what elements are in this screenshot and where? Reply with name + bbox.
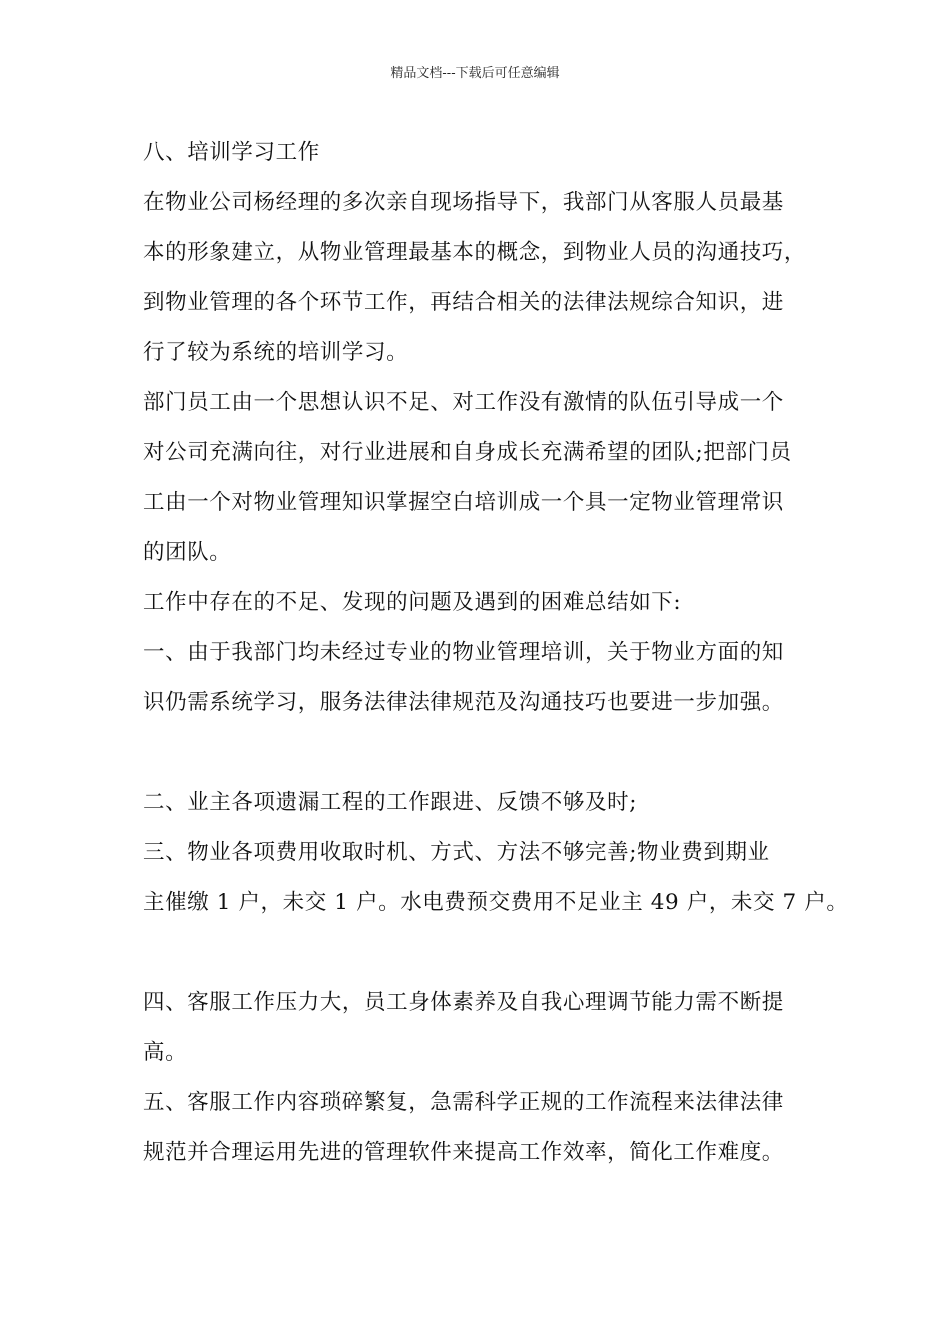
list-item-5-cont: 规范并合理运用先进的管理软件来提高工作效率，简化工作难度。 (143, 1140, 784, 1165)
blank-line (143, 928, 833, 978)
paragraph-line: 在物业公司杨经理的多次亲自现场指导下，我部门从客服人员最基 (143, 190, 784, 215)
page-header: 精品文档---下载后可任意编辑 (390, 66, 560, 81)
list-item-4-cont: 高。 (143, 1040, 188, 1065)
paragraph-line: 工作中存在的不足、发现的问题及遇到的困难总结如下: (143, 590, 682, 615)
document-body (143, 128, 849, 1178)
list-item-2: 二、业主各项遗漏工程的工作跟进、反馈不够及时; (143, 790, 638, 815)
paragraph-line: 本的形象建立，从物业管理最基本的概念，到物业人员的沟通技巧， (143, 240, 807, 265)
blank-line (143, 728, 833, 778)
paragraph-line: 对公司充满向往，对行业进展和自身成长充满希望的团队;把部门员 (143, 440, 792, 465)
list-item-1: 一、由于我部门均未经过专业的物业管理培训，关于物业方面的知 (143, 640, 784, 665)
paragraph-line: 行了较为系统的培训学习。 (143, 340, 409, 365)
list-item-3: 三、物业各项费用收取时机、方式、方法不够完善;物业费到期业 (143, 840, 770, 865)
paragraph-line: 到物业管理的各个环节工作，再结合相关的法律法规综合知识，进 (143, 290, 784, 315)
list-item-1-cont: 识仍需系统学习，服务法律法律规范及沟通技巧也要进一步加强。 (143, 690, 784, 715)
paragraph-line: 部门员工由一个思想认识不足、对工作没有激情的队伍引导成一个 (143, 390, 784, 415)
paragraph-line: 工由一个对物业管理知识掌握空白培训成一个具一定物业管理常识 (143, 490, 784, 515)
section-heading: 八、培训学习工作 (143, 140, 320, 165)
list-item-3-cont: 主催缴 1 户，未交 1 户。水电费预交费用不足业主 49 户，未交 7 户。 (143, 890, 849, 915)
list-item-4: 四、客服工作压力大，员工身体素养及自我心理调节能力需不断提 (143, 990, 784, 1015)
paragraph-line: 的团队。 (143, 540, 232, 565)
list-item-5: 五、客服工作内容琐碎繁复，急需科学正规的工作流程来法律法律 (143, 1090, 784, 1115)
